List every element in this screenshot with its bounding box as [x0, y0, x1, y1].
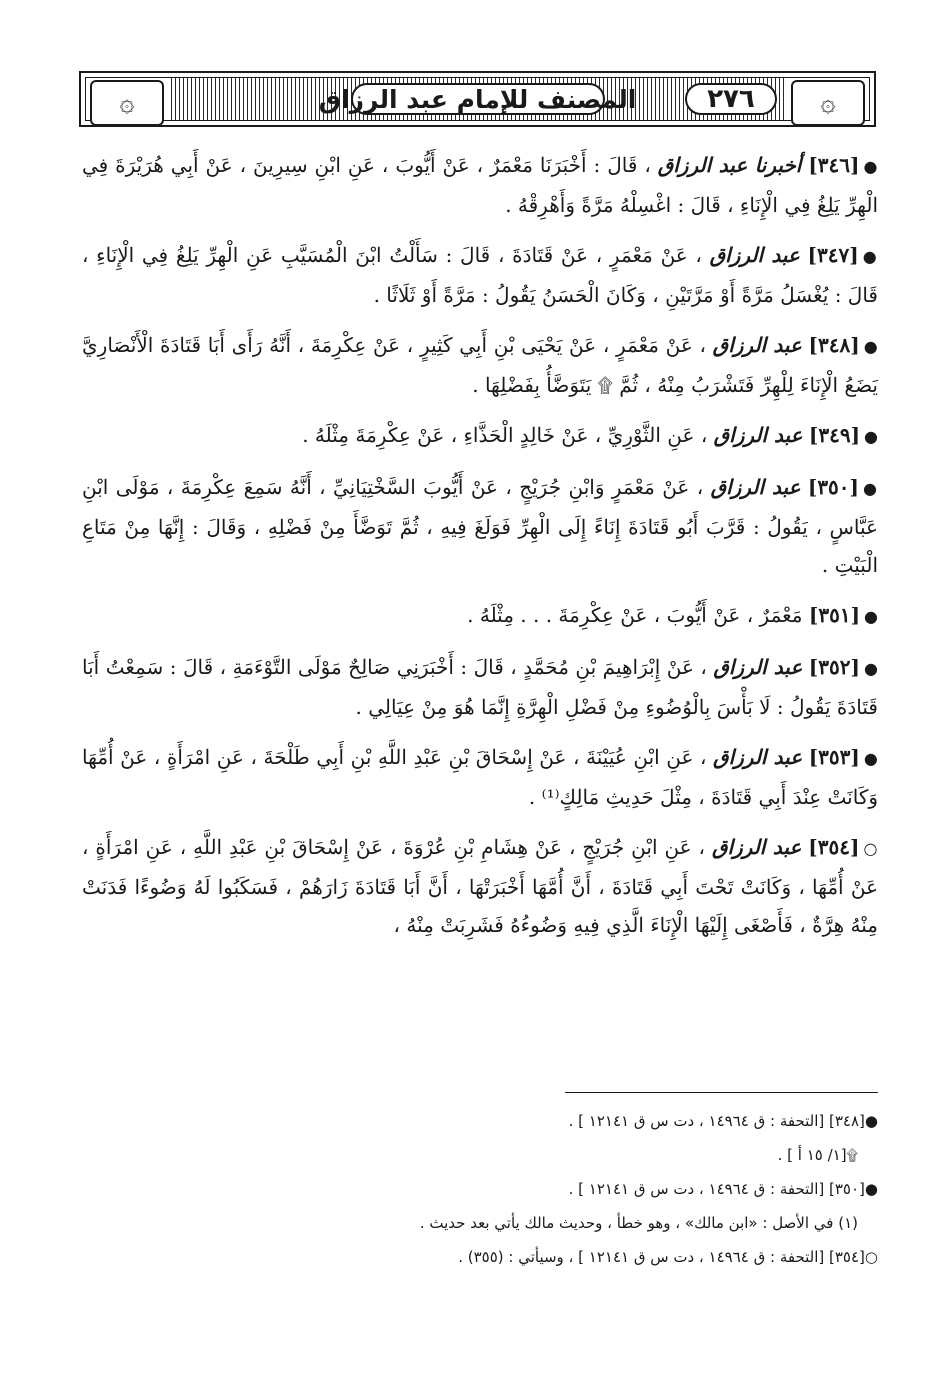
- entry-text: ، عَنْ إِبْرَاهِيمَ بْنِ مُحَمَّدٍ ، قَالَ : أَخْبَرَنِي صَالِحٌ مَوْلَى التَّوْءَمَةِ ، قَالَ : سَمِعْتُ أَبَا قَتَادَةَ يَقُولُ : لَا بَأْسَ بِالْوُضُوءِ مِنْ فَضْلِ الْهِرَّةِ إِنَّمَا هُوَ مِنْ عِيَالِي .: [82, 655, 878, 719]
- medallion-glyph: ۞: [119, 88, 135, 118]
- header-frame: [85, 77, 870, 121]
- medallion-glyph: ۞: [820, 88, 836, 118]
- entry-lead: عبد الرزاق: [713, 745, 803, 769]
- footnotes: [82, 1104, 878, 1274]
- hadith-entry: [82, 326, 878, 404]
- entry-marker: ●: [864, 607, 878, 626]
- hadith-body: [82, 146, 878, 956]
- entry-marker: ●: [863, 479, 878, 498]
- hadith-entry: [82, 416, 878, 456]
- footnote-divider: [565, 1092, 878, 1093]
- entry-number: [٣٤٧]: [807, 243, 859, 267]
- entry-marker: ●: [863, 337, 879, 356]
- entry-number: [٣٥١]: [808, 603, 861, 627]
- hadith-entry: [82, 596, 878, 636]
- entry-lead: عبد الرزاق: [712, 333, 802, 357]
- hadith-entry: [82, 236, 878, 314]
- entry-text: ، عَنْ مَعْمَرٍ ، عَنْ يَحْيَى بْنِ أَبِي كَثِيرٍ ، عَنْ عِكْرِمَةَ ، أَنَّهُ رَأَى أَبَا قَتَادَةَ الْأَنْصَارِيَّ يَضَعُ الْإِنَاءَ لِلْهِرِّ فَتَشْرَبُ مِنْهُ ، ثُمَّ ۩ يَتَوَضَّأُ بِفَضْلِهَا .: [82, 333, 878, 397]
- entry-number: [٣٤٦]: [808, 153, 860, 177]
- entry-marker: ●: [862, 247, 879, 266]
- entry-number: [٣٤٩]: [808, 423, 861, 447]
- hadith-entry: [82, 828, 878, 944]
- footnote-line: (١) في الأصل : «ابن مالك» ، وهو خطأ ، وحديث مالك يأتي بعد حديث .: [419, 1214, 858, 1232]
- hadith-entry: [82, 146, 878, 224]
- entry-marker: ●: [863, 749, 879, 768]
- page-header: [79, 71, 876, 127]
- entry-lead: عبد الرزاق: [710, 475, 801, 499]
- entry-number: [٣٥٠]: [807, 475, 860, 499]
- entry-text: مَعْمَرٌ ، عَنْ أَيُّوبَ ، عَنْ عِكْرِمَةَ . . . مِثْلَهُ .: [467, 603, 803, 627]
- footnote-line: ●[٣٤٨] [التحفة : ق ١٤٩٦٤ ، دت س ق ١٢١٤١ ] .: [568, 1112, 878, 1130]
- entry-text: ، عَنْ مَعْمَرٍ ، عَنْ قَتَادَةَ ، قَالَ : سَأَلْتُ ابْنَ الْمُسَيَّبِ عَنِ الْهِرِّ يَلِغُ فِي الْإِنَاءِ ، قَالَ : يُغْسَلُ مَرَّةً أَوْ مَرَّتَيْنِ ، وَكَانَ الْحَسَنُ يَقُولُ : مَرَّةً أَوْ ثَلَاثًا .: [82, 243, 878, 307]
- entry-text: ، عَنِ ابْنِ عُيَيْنَةَ ، عَنْ إِسْحَاقَ بْنِ عَبْدِ اللَّهِ بْنِ أَبِي طَلْحَةَ ، عَنِ امْرَأَةٍ ، عَنْ أُمِّهَا وَكَانَتْ عِنْدَ أَبِي قَتَادَةَ ، مِثْلَ حَدِيثِ مَالِكٍ⁽¹⁾ .: [82, 745, 878, 809]
- entry-number: [٣٥٣]: [808, 745, 860, 769]
- footnote-line: ۩[١/ ١٥ أ ] .: [777, 1146, 858, 1164]
- entry-marker: ●: [864, 427, 878, 446]
- entry-number: [٣٤٨]: [808, 333, 860, 357]
- book-title: المصنف للإمام عبد الرزاق: [318, 84, 637, 114]
- footnote-line: ○[٣٥٤] [التحفة : ق ١٤٩٦٤ ، دت س ق ١٢١٤١ ] ، وسيأتي : (٣٥٥) .: [458, 1248, 878, 1266]
- entry-marker: ●: [863, 157, 879, 176]
- hadith-entry: [82, 648, 878, 726]
- hadith-entry: [82, 468, 878, 584]
- entry-number: [٣٥٢]: [808, 655, 860, 679]
- entry-text: ، قَالَ : أَخْبَرَنَا مَعْمَرٌ ، عَنْ أَيُّوبَ ، عَنِ ابْنِ سِيرِينَ ، عَنْ أَبِي هُرَيْرَةَ فِي الْهِرِّ يَلِغُ فِي الْإِنَاءِ ، قَالَ : اغْسِلْهُ مَرَّةً وَأَهْرِقْهُ .: [82, 153, 878, 217]
- entry-text: ، عَنِ ابْنِ جُرَيْجٍ ، عَنْ هِشَامِ بْنِ عُرْوَةَ ، عَنْ إِسْحَاقَ بْنِ عَبْدِ اللَّهِ ، عَنِ امْرَأَةٍ ، عَنْ أُمِّهَا ، وَكَانَتْ تَحْتَ أَبِي قَتَادَةَ ، أَنَّ أُمَّهَا أَخْبَرَتْهَا ، أَنَّ أَبَا قَتَادَةَ زَارَهُمْ ، فَسَكَبُوا لَهُ وَضُوءًا فَدَنَتْ مِنْهُ هِرَّةٌ ، فَأَصْغَى إِلَيْهَا الْإِنَاءَ الَّذِي فِيهِ وَضُوءُهُ فَشَرِبَتْ مِنْهُ ،: [82, 835, 878, 937]
- entry-lead: عبد الرزاق: [711, 835, 802, 859]
- entry-number: [٣٥٤]: [808, 835, 860, 859]
- entry-lead: عبد الرزاق: [713, 423, 803, 447]
- ornamental-medallion-icon: [90, 80, 164, 126]
- page-number-cartouche: [685, 83, 777, 115]
- ornamental-medallion-icon: [791, 80, 865, 126]
- page-number: ٢٧٦: [707, 84, 755, 114]
- footnote-line: ●[٣٥٠] [التحفة : ق ١٤٩٦٤ ، دت س ق ١٢١٤١ ] .: [568, 1180, 878, 1198]
- entry-marker: ○: [863, 839, 878, 858]
- entry-marker: ●: [863, 659, 879, 678]
- entry-text: ، عَنْ مَعْمَرٍ وَابْنِ جُرَيْجٍ ، عَنْ أَيُّوبَ السَّخْتِيَانِيِّ ، أَنَّهُ سَمِعَ عِكْرِمَةَ ، مَوْلَى ابْنِ عَبَّاسٍ ، يَقُولُ : قَرَّبَ أَبُو قَتَادَةَ إِنَاءً إِلَى الْهِرِّ فَوَلَغَ فِيهِ ، ثُمَّ تَوَضَّأَ مِنْ فَضْلِهِ ، وَقَالَ : إِنَّهَا مِنْ مَتَاعِ الْبَيْتِ .: [82, 475, 878, 577]
- entry-lead: عبد الرزاق: [709, 243, 800, 267]
- entry-lead: أخبرنا عبد الرزاق: [657, 153, 802, 177]
- hadith-entry: [82, 738, 878, 816]
- book-title-cartouche: [318, 83, 637, 115]
- entry-text: ، عَنِ الثَّوْرِيِّ ، عَنْ خَالِدٍ الْحَذَّاءِ ، عَنْ عِكْرِمَةَ مِثْلَهُ .: [302, 423, 708, 447]
- entry-lead: عبد الرزاق: [713, 655, 803, 679]
